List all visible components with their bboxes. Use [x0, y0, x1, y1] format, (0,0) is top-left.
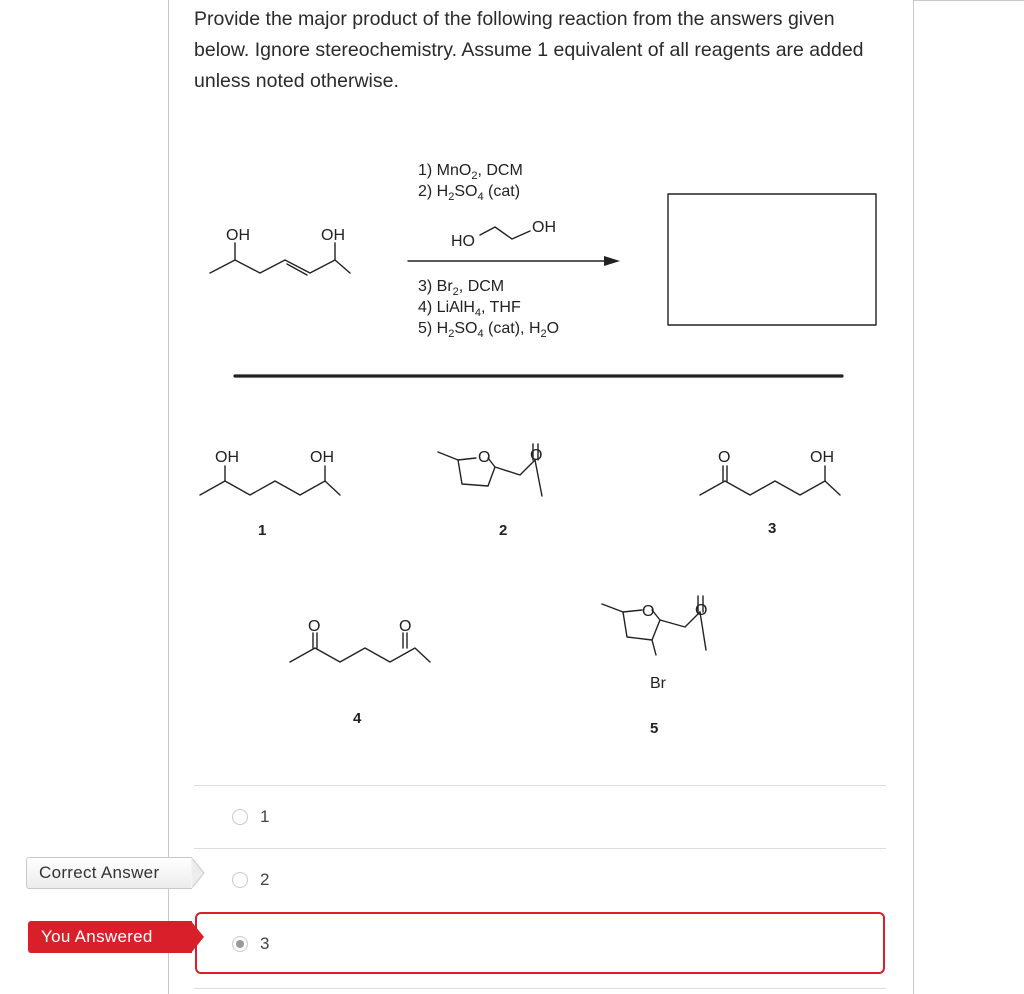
struct5-br-label: Br [650, 675, 666, 692]
options-divider-top [194, 785, 886, 786]
product-box [668, 194, 876, 325]
struct1-oh-label-2: OH [310, 449, 334, 466]
struct4-number: 4 [353, 710, 362, 727]
reagent-step-3: 3) $Br_2$, DCM [418, 278, 505, 298]
answer-option-1-label: 1 [260, 807, 270, 826]
radio-selected-dot [236, 940, 244, 948]
sm-chain [210, 260, 350, 273]
you-answered-tag-arrow [191, 921, 205, 953]
reaction-figure [190, 140, 890, 780]
answer-option-3[interactable] [232, 929, 269, 959]
struct3-oh-label: OH [810, 449, 834, 466]
answer-option-3-label: 3 [260, 934, 270, 953]
struct1-oh-label-1: OH [215, 449, 239, 466]
radio-button-3[interactable] [232, 936, 248, 952]
diol-ho-label: HO [451, 233, 475, 250]
reaction-arrow-head [604, 256, 620, 266]
struct3-number: 3 [768, 520, 777, 537]
struct5-methyl [602, 604, 642, 612]
correct-answer-tag-arrow [191, 857, 205, 889]
answer-option-2-label: 2 [260, 870, 270, 889]
struct2-ketone-o-label: O [530, 447, 543, 464]
reagent-step-2: 2) $H_2SO_4$ (cat) [418, 183, 521, 203]
question-prompt: Provide the major product of the following reaction from the answers given below. Ignore stereochemistry. Assume 1 equivalent of all reagents are added unless noted otherwise. [194, 8, 864, 92]
struct1-number: 1 [258, 522, 267, 539]
you-answered-tag-label: You Answered [41, 927, 153, 946]
struct4-o-label-1: O [308, 618, 321, 635]
struct5-number: 5 [650, 720, 659, 737]
struct2-methyl-2 [535, 460, 542, 496]
reagent-step-1: 1) MnO$_2$, DCM [418, 162, 523, 182]
sm-oh-label-2: OH [321, 227, 345, 244]
struct2-chain [495, 460, 535, 475]
struct3-ketone-o-label: O [718, 449, 731, 466]
radio-button-2[interactable] [232, 872, 248, 888]
top-rule [913, 0, 1024, 1]
struct5-chain [660, 612, 700, 627]
diol-oh-label: OH [532, 219, 556, 236]
you-answered-tag [28, 921, 192, 953]
struct3-chain [700, 481, 840, 495]
radio-button-1[interactable] [232, 809, 248, 825]
right-border [913, 0, 914, 994]
sm-oh-label-1: OH [226, 227, 250, 244]
struct2-number: 2 [499, 522, 508, 539]
reaction-scheme-svg [190, 140, 890, 780]
correct-answer-tag-label: Correct Answer [39, 863, 160, 882]
options-divider-bottom [194, 988, 886, 989]
struct4-chain [290, 648, 430, 662]
diol-chain [480, 227, 530, 239]
struct5-ketone-o-label: O [695, 602, 708, 619]
reagent-step-5: 5) $H_2SO_4$ (cat), $H_2O$ [418, 320, 560, 340]
struct2-methyl [438, 452, 476, 460]
struct2-ring-o-label: O [478, 449, 491, 466]
struct5-ring-o-label: O [642, 603, 655, 620]
left-gutter [0, 0, 169, 994]
struct4-o-label-2: O [399, 618, 412, 635]
answer-option-1[interactable] [232, 802, 269, 832]
struct5-br-bond [652, 640, 656, 655]
reagent-step-4: 4) LiAlH$_4$, THF [418, 299, 521, 319]
you-answered-highlight [195, 912, 885, 974]
correct-answer-tag [26, 857, 192, 889]
options-divider-mid [194, 848, 886, 849]
struct1-chain [200, 481, 340, 495]
answer-option-2[interactable] [232, 865, 269, 895]
